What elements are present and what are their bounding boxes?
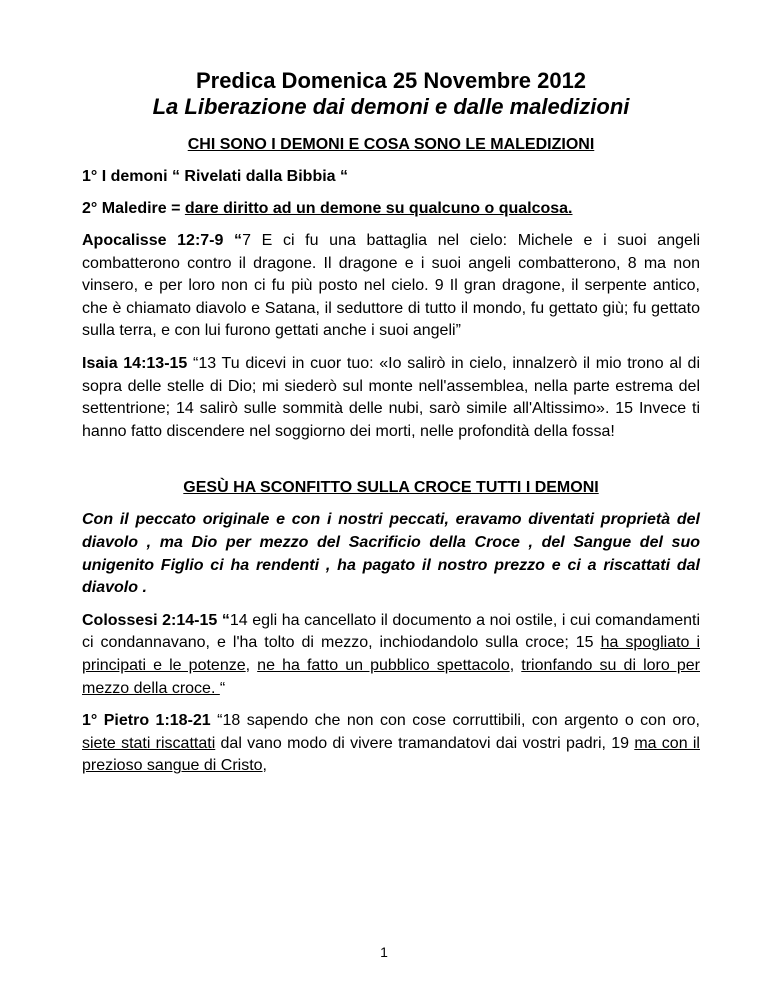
point-1: 1° I demoni “ Rivelati dalla Bibbia “: [82, 168, 349, 185]
paragraph-pietro: [82, 710, 700, 778]
verse-ref-colossesi: Colossesi 2:14-15 “: [82, 611, 230, 629]
paragraph-colossesi: [82, 610, 700, 700]
closing-quote: “: [219, 679, 226, 697]
text-separator: ,: [509, 656, 522, 674]
paragraph-apocalisse: [82, 230, 700, 343]
underlined-phrase: ne ha fatto un pubblico spettacolo: [257, 656, 510, 674]
verse-ref-isaia: Isaia 14:13-15: [82, 354, 188, 372]
section-heading-demoni: CHI SONO I DEMONI E COSA SONO LE MALEDIZIONI: [187, 136, 595, 153]
paragraph-isaia: [82, 353, 700, 443]
verse-text-pietro-end: ,: [262, 757, 267, 775]
underlined-phrase: ma con il prezioso sangue di Cristo: [82, 734, 700, 775]
document-subtitle: La Liberazione dai demoni e dalle maledizioni: [152, 94, 630, 119]
underlined-phrase: ha spogliato i principati e le potenze: [82, 634, 700, 674]
underlined-phrase: siete stati riscattati: [82, 734, 216, 752]
verse-text-pietro: “18 sapendo che non con cose corruttibili, con argento o con oro,: [210, 712, 700, 730]
verse-ref-apocalisse: Apocalisse 12:7-9 “: [82, 232, 243, 249]
verse-text-colossesi: 14 egli ha cancellato il documento a noi ostile, i cui comandamenti ci condannavano, e l'ha tolto di mezzo, inchiodandolo sulla croce; 15: [82, 611, 701, 652]
verse-text-apocalisse: 7 E ci fu una battaglia nel cielo: Michele e i suoi angeli combatterono contro il dragone. Il dragone e i suoi angeli combatterono, 8 ma non vinsero, e per loro non ci fu più posto nel cielo. 9 Il gran dragone, il serpente antico, che è chiamato diavolo e Satana, il seduttore di tutto il mondo, fu gettato giù; fu gettato sulla terra, e con lui furono gettati anche i suoi angeli”: [82, 232, 701, 340]
verse-text-isaia: “13 Tu dicevi in cuor tuo: «Io salirò in cielo, innalzerò il mio trono al di sopra delle stelle di Dio; mi siederò sul monte nell'assemblea, nella parte estrema del settentrione; 14 salirò sulle sommità delle nubi, sarò simile all'Altissimo». 15 Invece ti hanno fatto discendere nel soggiorno dei morti, nelle profondità della fossa!: [82, 354, 701, 440]
point-2-definition: dare diritto ad un demone su qualcuno o qualcosa.: [184, 200, 573, 217]
point-2-label: 2° Maledire =: [82, 200, 185, 217]
document-title: Predica Domenica 25 Novembre 2012: [195, 68, 587, 93]
verse-text-pietro-cont: dal vano modo di vivere tramandatovi dai vostri padri, 19: [215, 734, 635, 752]
point-2: [82, 198, 700, 220]
underlined-phrase: trionfando su di loro per mezzo della croce.: [82, 656, 700, 697]
document-page: [82, 68, 700, 778]
text-separator: ,: [245, 656, 258, 674]
paragraph-intro-croce: Con il peccato originale e con i nostri peccati, eravamo diventati proprietà del diavolo , ma Dio per mezzo del Sacrificio della Croce , del Sangue del suo unigenito Figlio ci ha rendenti , ha pagato il nostro prezzo e ci a riscattati dal diavolo .: [82, 511, 700, 597]
section-heading-croce: GESÙ HA SCONFITTO SULLA CROCE TUTTI I DEMONI: [183, 479, 599, 497]
page-number: 1: [380, 944, 388, 960]
verse-ref-pietro: 1° Pietro 1:18-21: [82, 712, 211, 730]
